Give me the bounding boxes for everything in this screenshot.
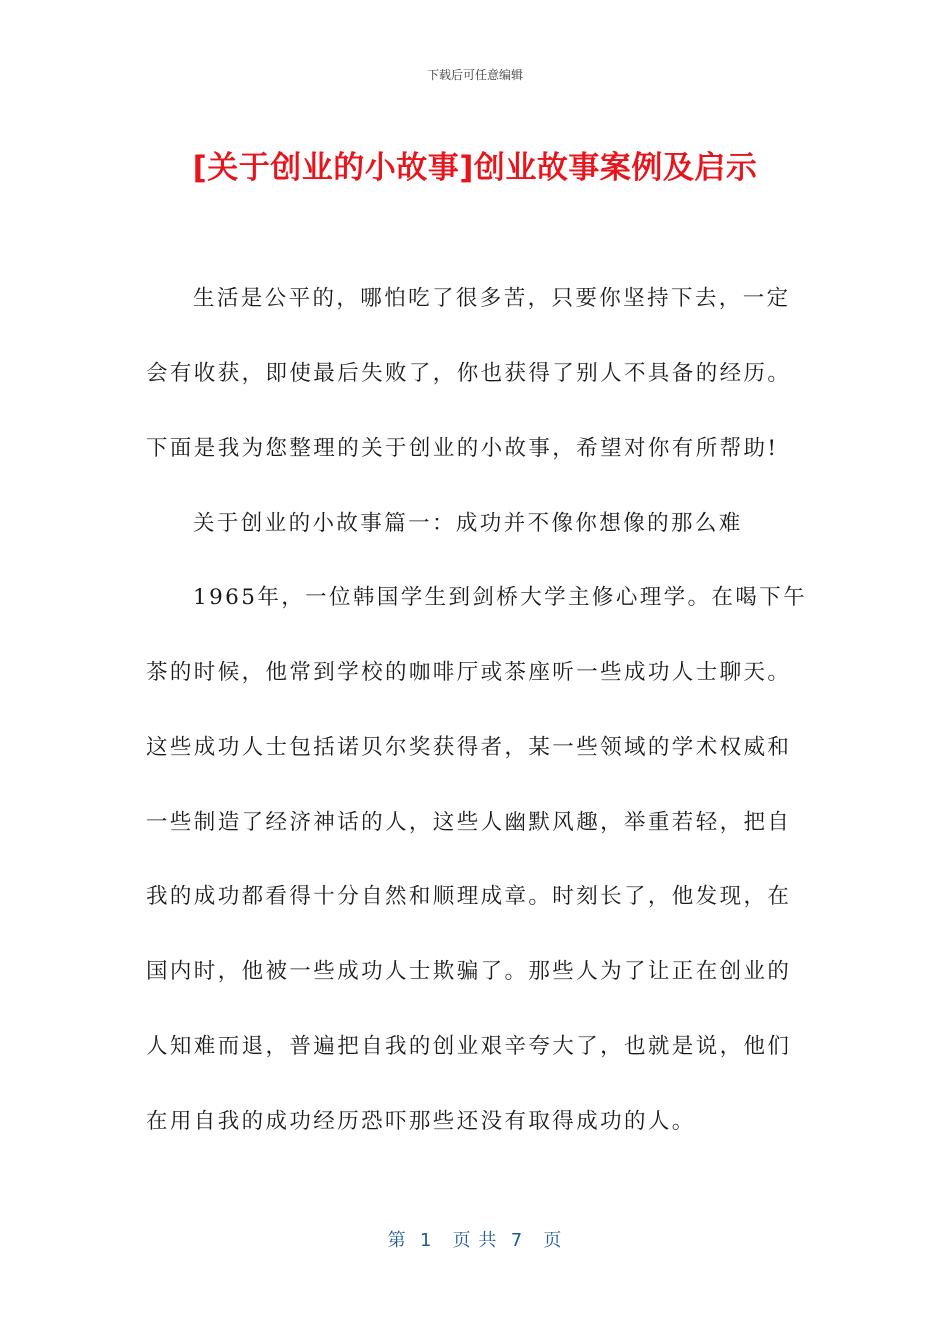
body-line: 一些制造了经济神话的人，这些人幽默风趣，举重若轻，把自 (146, 810, 792, 835)
header-note: 下载后可任意编辑 (426, 68, 523, 82)
body-line: 下面是我为您整理的关于创业的小故事，希望对你有所帮助! (146, 436, 779, 461)
body-line: 会有收获，即使最后失败了，你也获得了别人不具备的经历。 (146, 361, 792, 386)
page-number: 第 1 页 共 7 页 (387, 1230, 563, 1251)
body-line: 国内时，他被一些成功人士欺骗了。那些人为了让正在创业的 (146, 959, 792, 984)
body-line: 生活是公平的，哪怕吃了很多苦，只要你坚持下去，一定 (193, 286, 791, 311)
document-title: [关于创业的小故事]创业故事案例及启示 (192, 150, 758, 186)
body-line: 1965年，一位韩国学生到剑桥大学主修心理学。在喝下午 (193, 585, 808, 610)
body-line: 人知难而退，普遍把自我的创业艰辛夸大了，也就是说，他们 (146, 1034, 792, 1059)
section-heading: 关于创业的小故事篇一：成功并不像你想像的那么难 (193, 511, 743, 536)
body-line: 在用自我的成功经历恐吓那些还没有取得成功的人。 (146, 1109, 696, 1134)
body-line: 茶的时候，他常到学校的咖啡厅或茶座听一些成功人士聊天。 (146, 660, 792, 685)
body-line: 我的成功都看得十分自然和顺理成章。时刻长了，他发现，在 (146, 884, 792, 909)
body-line: 这些成功人士包括诺贝尔奖获得者，某一些领域的学术权威和 (146, 735, 792, 760)
